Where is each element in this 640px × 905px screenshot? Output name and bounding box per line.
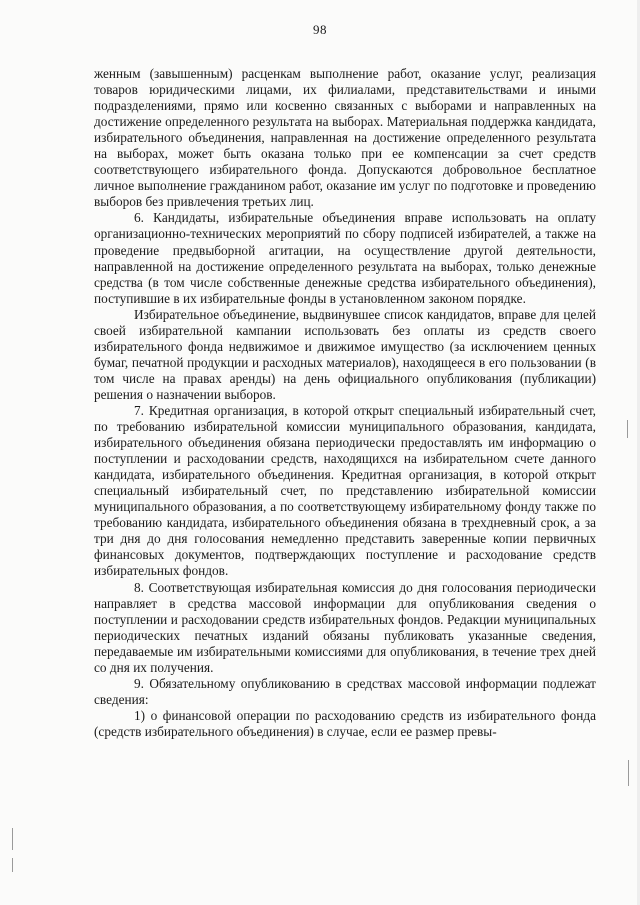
paragraph-continuation: женным (завышенным) расценкам выполнение работ, оказание услуг, реализация товаров юридическими лицами, их филиалами, представительствами и иными подразделениями, прямо или косвенно связанных с выборами и направленных на достижение определенного результата на выборах. Материальная поддержка кандидата, избирательного объединения, направленная на достижение определенного результата на выборах, может быть оказана только при ее компенсации за счет средств соответствующего избирательного фонда. Допускаются добровольное бесплатное личное выполнение гражданином работ, оказание им услуг по подготовке и проведению выборов без привлечения третьих лиц. (94, 66, 596, 210)
left-margin-mark (12, 858, 13, 872)
right-margin-mark (627, 420, 628, 438)
page-number: 98 (313, 22, 327, 37)
paragraph-item-8: 8. Соответствующая избирательная комиссия до дня голосования периодически направляет в средства массовой информации для опубликования сведения о поступлении и расходовании средств избирательных фондов. Редакции муниципальных периодических печатных изданий обязаны публиковать указанные сведения, передаваемые им избирательными комиссиями для опубликования, в течение трех дней со дня их получения. (94, 579, 596, 675)
paragraph-item-9: 9. Обязательному опубликованию в средствах массовой информации подлежат сведения: (94, 675, 596, 707)
right-margin-mark (628, 760, 629, 786)
paragraph-item-7: 7. Кредитная организация, в которой открыт специальный избирательный счет, по требованию избирательной комиссии муниципального образования, кандидата, избирательного объединения обязана периодически предоставлять им информацию о поступлении и расходовании средств, находящихся на избирательном счете данного кандидата, избирательного объединения. Кредитная организация, в которой открыт специальный избирательный счет, по представлению избирательной комиссии муниципального образования, а по соответствующему избирательному фонду также по требованию кандидата, избирательного объединения обязана в трехдневный срок, а за три дня до дня голосования немедленно представить заверенные копии первичных финансовых документов, подтверждающих поступление и расходование средств избирательных фондов. (94, 402, 596, 579)
text-body (94, 66, 596, 740)
left-margin-mark (12, 828, 13, 850)
paragraph-party-property: Избирательное объединение, выдвинувшее список кандидатов, вправе для целей своей избирательной кампании использовать без оплаты из средств своего избирательного фонда недвижимое и движимое имущество (за исключением ценных бумаг, печатной продукции и расходных материалов), находящееся в его пользовании (в том числе на правах аренды) на день официального опубликования (публикации) решения о назначении выборов. (94, 306, 596, 402)
paragraph-item-6: 6. Кандидаты, избирательные объединения вправе использовать на оплату организационно-технических мероприятий по сбору подписей избирателей, а также на проведение предвыборной агитации, на осуществление другой деятельности, направленной на достижение определенного результата на выборах, только денежные средства (в том числе собственные денежные средства избирательного объединения), поступившие в их избирательные фонды в установленном законом порядке. (94, 210, 596, 306)
paragraph-subitem-1: 1) о финансовой операции по расходованию средств из избирательного фонда (средств избирательного объединения) в случае, если ее размер превы- (94, 707, 596, 739)
